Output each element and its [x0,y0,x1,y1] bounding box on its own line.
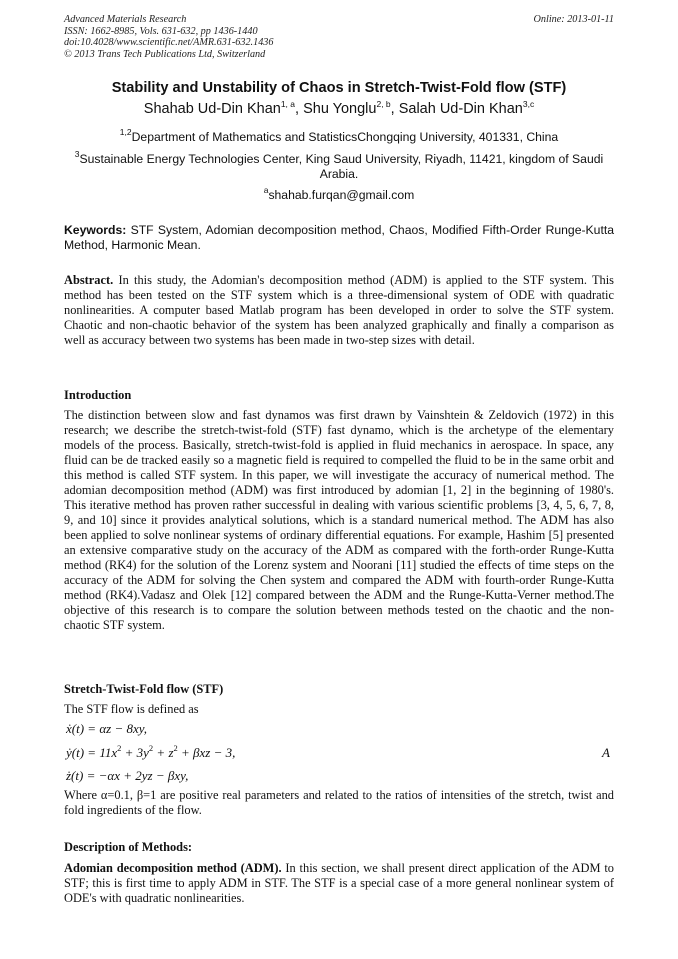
abstract-text: In this study, the Adomian's decomposition method (ADM) is applied to the STF system. This method has been tested on the STF system which is a three-dimensional system of ODE with quadratic nonlinearities. A computer based Matlab program has been developed in order to solve the STF system. Chaotic and non-chaotic behavior of the system has been analyzed graphically and finally a comparison as well as accuracy between two systems has been made in two-step sizes with detail. [64,273,615,347]
journal-header [64,14,273,60]
affiliation-email [64,185,614,203]
equation-label: A [602,745,610,760]
journal-copyright: © 2013 Trans Tech Publications Ltd, Switzerland [64,48,266,60]
affiliation-text: Sustainable Energy Technologies Center, King Saud University, Riyadh, 11421, kingdom of Saudi Arabia. [79,152,604,181]
adm-paragraph [64,861,614,906]
affiliation [64,127,614,145]
online-date: Online: 2013-01-11 [533,14,614,25]
author-affiliation-mark: 2, b [376,99,391,109]
journal-name: Advanced Materials Research [64,14,187,25]
stf-description: Where α=0.1, β=1 are positive real parameters and related to the ratios of intensities of the stretch, twist and fold ingredients of the flow. [64,788,614,817]
adm-text: In this section, we shall present direct application of the ADM to STF; this is first time to apply ADM in STF. The STF is a special case of a more general nonlinear system of ODE's with quadratic nonlinearities. [64,861,614,905]
keywords [64,223,614,252]
introduction-text: The distinction between slow and fast dynamos was first drawn by Vainshtein & Zeldovich (1972) in this research; we describe the stretch-twist-fold (STF) fast dynamo, which is the archetype of the elementary models of the process. Basically, stretch-twist-fold is applied in fluid mechanics in aerospace. In space, any fluid can be de tracked easily so a magnetic field is required to compelled the fluid to be in the same orbit and this method is called STF system. In this paper, we will investigate the accuracy of numerical method. The adomian decomposition method (ADM) was first introduced by adomian [1, 2] in the beginning of 1980's. This iterative method has proven rather successful in dealing with various scientific problems [3, 4, 5, 6, 7, 8, 9, and 10] since it provides analytical solutions, which is a standard numerical method. The ADM has also been applied to solve nonlinear systems of ordinary differential equations. For example, Hashim [5] presented an extensive comparative study on the accuracy of the ADM as compared with the forth-order Runge-Kutta method (RK4) for the solution of the Lorenz system and Noorani [11] studied the effects of time steps on the accuracy of the ADM for solving the Chen system and compared the ADM with fourth-order Runge-Kutta method (RK4).Vadasz and Olek [12] compared between the ADM and the Runge-Kutta-Verner method.The objective of this research is to compare the solution between methods tested on the chaotic and the non-chaotic STF system. [64,408,614,632]
section-heading-methods: Description of Methods: [64,840,193,854]
affiliation-mark: 3 [74,149,80,159]
stf-intro: The STF flow is defined as [64,702,199,716]
abstract-label: Abstract. [64,273,114,287]
section-heading-stf: Stretch-Twist-Fold flow (STF) [64,682,224,696]
abstract [64,273,614,348]
adm-label: Adomian decomposition method (ADM). [64,861,282,875]
author-name: Shu Yonglu [303,101,377,117]
paper-title: Stability and Unstability of Chaos in Stretch-Twist-Fold flow (STF) [111,80,567,96]
author-list: Shahab Ud-Din Khan$^{1, a}$, Shu Yonglu$^{2, b}$, Salah Ud-Din Khan$^{3,c}$ [143,99,535,117]
journal-issn: ISSN: 1662-8985, Vols. 631-632, pp 1436-1440 [64,25,258,37]
journal-doi[interactable]: doi:10.4028/www.scientific.net/AMR.631-632.1436 [64,37,274,48]
affiliation-text: Department of Mathematics and StatisticsChongqing University, 401331, China [131,130,559,144]
keywords-text: STF System, Adomian decomposition method, Chaos, Modified Fifth-Order Runge-Kutta Method, Harmonic Mean. [64,223,614,252]
affiliation-mark: a [263,185,269,195]
author-name: Shahab Ud-Din Khan [143,101,281,117]
equation-z: ż(t) = −αx + 2yz − βxy, [66,768,189,783]
section-heading-introduction: Introduction [64,388,132,402]
email-link[interactable]: shahab.furqan@gmail.com [268,188,415,202]
author-affiliation-mark: 3,c [522,99,535,109]
affiliation [64,149,614,181]
keywords-label: Keywords: [64,223,127,237]
affiliation-mark: 1,2 [119,127,132,137]
equation-y: ẏ(t) = $11x^2 + 3y^2 + z^2 + \beta xz - 3$, [66,743,236,760]
equation-x: ẋ(t) = αz − 8xy, [66,721,148,736]
author-name: Salah Ud-Din Khan [398,101,523,117]
author-affiliation-mark: 1, a [280,99,296,109]
